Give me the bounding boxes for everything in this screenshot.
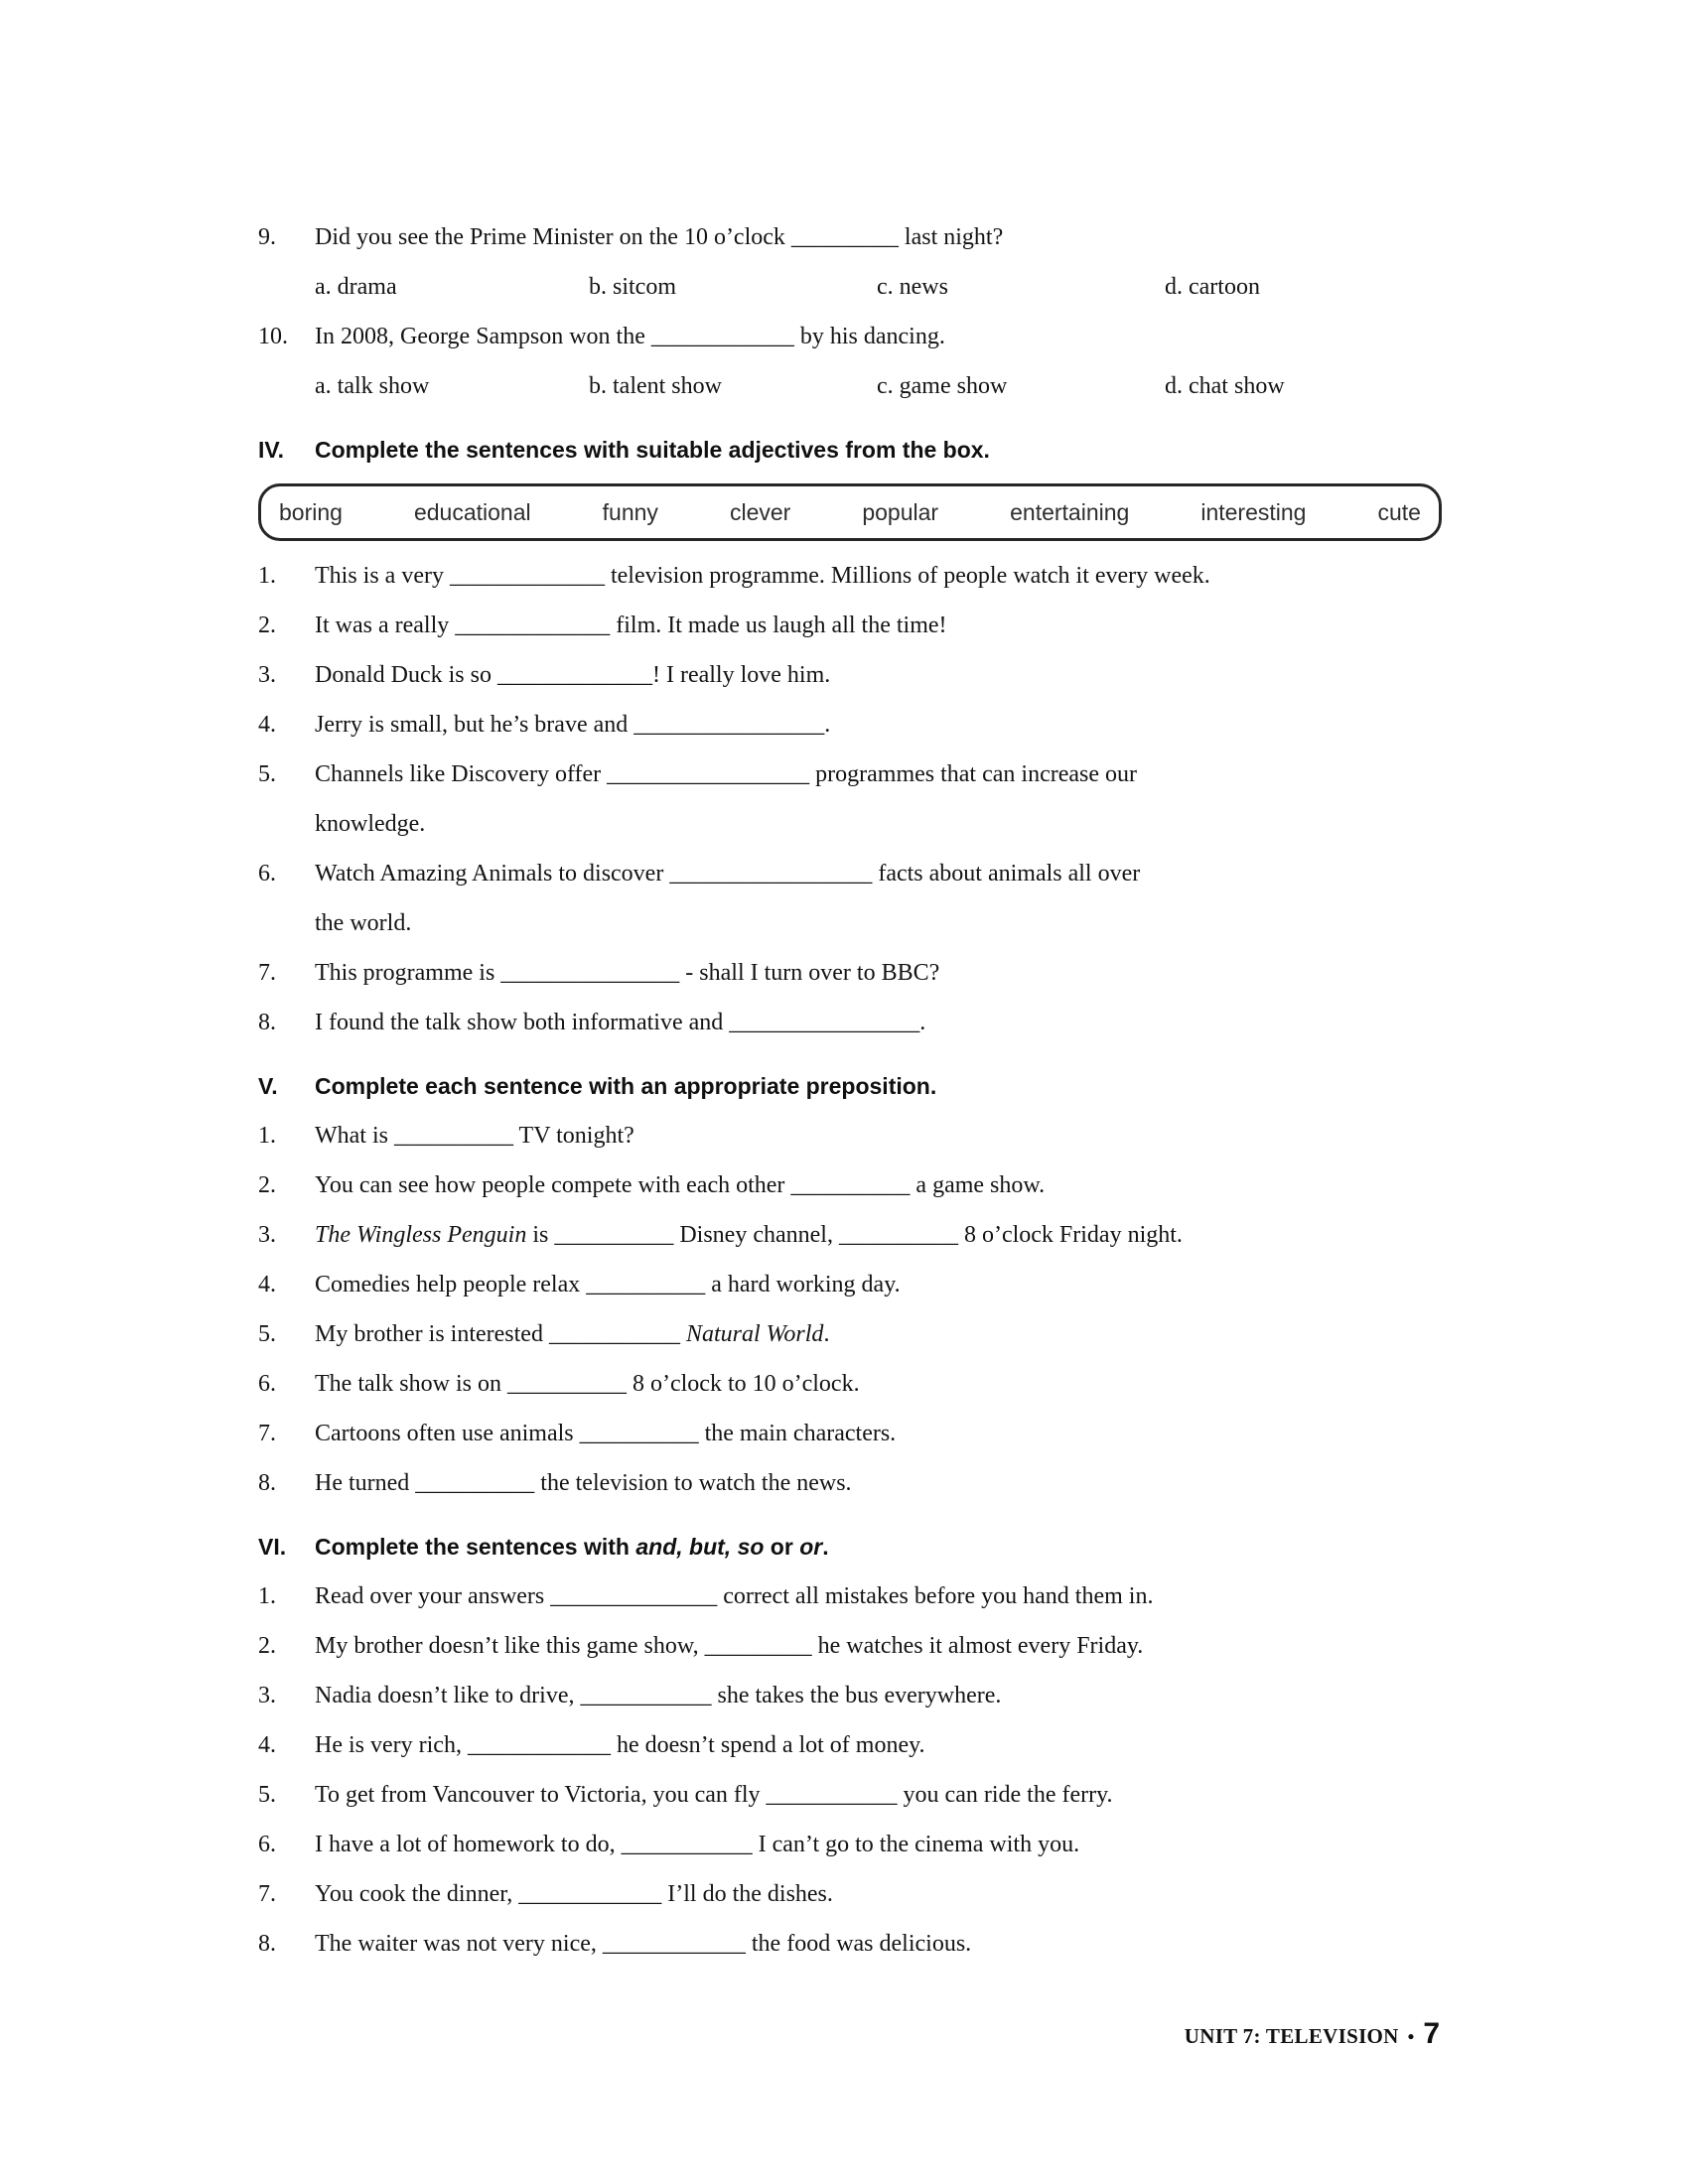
- mcq-option-c: c. news: [877, 274, 948, 300]
- exercise-item: [258, 1720, 1442, 1770]
- section-title: Complete the sentences with suitable adjectives from the box.: [315, 437, 990, 463]
- item-text: Jerry is small, but he’s brave and ________________.: [315, 712, 831, 738]
- mcq-item-10: [258, 312, 1442, 361]
- item-number: 2.: [258, 613, 276, 638]
- item-number: 5.: [258, 1782, 276, 1808]
- item-number: 1.: [258, 1123, 276, 1149]
- exercise-item: [258, 1309, 1442, 1359]
- item-number: 10.: [258, 324, 288, 349]
- exercise-item: [258, 1919, 1442, 1969]
- item-text: Donald Duck is so _____________! I really love him.: [315, 662, 831, 688]
- exercise-item: [258, 1571, 1442, 1621]
- item-number: 3.: [258, 1683, 276, 1708]
- mcq-option-b: b. talent show: [589, 373, 722, 399]
- section-vi-heading: [258, 1522, 1442, 1571]
- mcq-option-d: d. cartoon: [1165, 274, 1260, 300]
- exercise-item: [258, 1458, 1442, 1508]
- word-box-item: cute: [1377, 498, 1421, 525]
- mcq-option-a: a. talk show: [315, 373, 430, 399]
- exercise-item: [258, 1770, 1442, 1820]
- exercise-item: [258, 1111, 1442, 1160]
- section-iv-heading: [258, 425, 1442, 475]
- exercise-item: [258, 948, 1442, 998]
- item-text: Channels like Discovery offer _________________ programmes that can increase our knowledge.: [315, 761, 1137, 837]
- item-number: 8.: [258, 1010, 276, 1035]
- item-text: He turned __________ the television to watch the news.: [315, 1470, 852, 1496]
- word-box-item: entertaining: [1010, 498, 1130, 525]
- item-text: I found the talk show both informative and ________________.: [315, 1010, 926, 1035]
- exercise-item: [258, 1260, 1442, 1309]
- item-text: This programme is _______________ - shall I turn over to BBC?: [315, 960, 940, 986]
- item-text: What is __________ TV tonight?: [315, 1123, 634, 1149]
- exercise-item: [258, 1671, 1442, 1720]
- item-text: The waiter was not very nice, ____________ the food was delicious.: [315, 1931, 972, 1957]
- item-text: Did you see the Prime Minister on the 10 o’clock _________ last night?: [315, 224, 1004, 250]
- adjective-word-box: [258, 483, 1442, 541]
- item-number: 9.: [258, 224, 276, 250]
- exercise-item: [258, 1409, 1442, 1458]
- word-box-item: popular: [862, 498, 939, 525]
- item-number: 4.: [258, 712, 276, 738]
- item-number: 5.: [258, 1321, 276, 1347]
- page-content: [258, 212, 1442, 1969]
- mcq-option-b: b. sitcom: [589, 274, 676, 300]
- exercise-item: [258, 998, 1442, 1047]
- word-box-item: educational: [413, 498, 531, 525]
- exercise-item: [258, 1210, 1442, 1260]
- item-number: 5.: [258, 761, 276, 787]
- item-number: 8.: [258, 1931, 276, 1957]
- mcq-options-row-9: [315, 262, 1442, 312]
- section-number: IV.: [258, 437, 285, 463]
- page-number: 7: [1423, 2017, 1440, 2050]
- exercise-item: [258, 1820, 1442, 1869]
- exercise-item: [258, 1621, 1442, 1671]
- word-box-item: boring: [279, 498, 343, 525]
- item-text: The talk show is on __________ 8 o’clock to 10 o’clock.: [315, 1371, 860, 1397]
- item-text: In 2008, George Sampson won the ____________ by his dancing.: [315, 324, 945, 349]
- item-number: 4.: [258, 1272, 276, 1297]
- section-v-heading: [258, 1061, 1442, 1111]
- item-text: The Wingless Penguin is __________ Disney channel, __________ 8 o’clock Friday night.: [315, 1222, 1183, 1248]
- item-number: 1.: [258, 1583, 276, 1609]
- exercise-item: [258, 551, 1442, 601]
- item-text: It was a really _____________ film. It made us laugh all the time!: [315, 613, 947, 638]
- exercise-item: [258, 1160, 1442, 1210]
- item-number: 6.: [258, 1371, 276, 1397]
- section-number: VI.: [258, 1534, 287, 1560]
- item-number: 7.: [258, 1881, 276, 1907]
- item-number: 8.: [258, 1470, 276, 1496]
- exercise-item: [258, 601, 1442, 650]
- mcq-option-a: a. drama: [315, 274, 397, 300]
- page-footer: [1185, 2017, 1440, 2051]
- section-title: Complete each sentence with an appropriate preposition.: [315, 1073, 937, 1099]
- exercise-item: [258, 700, 1442, 750]
- section-number: V.: [258, 1073, 278, 1099]
- exercise-item: [258, 1869, 1442, 1919]
- item-number: 2.: [258, 1633, 276, 1659]
- item-number: 6.: [258, 861, 276, 887]
- item-text: My brother is interested ___________ Natural World.: [315, 1321, 830, 1347]
- item-text: Cartoons often use animals __________ the main characters.: [315, 1421, 897, 1446]
- item-number: 4.: [258, 1732, 276, 1758]
- item-number: 1.: [258, 563, 276, 589]
- unit-label: UNIT 7: TELEVISION: [1184, 2024, 1399, 2048]
- mcq-option-c: c. game show: [877, 373, 1008, 399]
- exercise-item: [258, 849, 1442, 948]
- item-number: 7.: [258, 960, 276, 986]
- item-number: 3.: [258, 662, 276, 688]
- exercise-item: [258, 750, 1442, 849]
- exercise-item: [258, 650, 1442, 700]
- section-title: Complete the sentences with and, but, so or or.: [315, 1534, 829, 1560]
- mcq-option-d: d. chat show: [1165, 373, 1285, 399]
- item-number: 3.: [258, 1222, 276, 1248]
- item-text: Comedies help people relax __________ a hard working day.: [315, 1272, 901, 1297]
- item-text: To get from Vancouver to Victoria, you can fly ___________ you can ride the ferry.: [315, 1782, 1113, 1808]
- word-box-item: funny: [602, 498, 658, 525]
- item-number: 2.: [258, 1172, 276, 1198]
- item-number: 7.: [258, 1421, 276, 1446]
- word-box-item: clever: [729, 498, 791, 525]
- mcq-options-row-10: [315, 361, 1442, 411]
- item-number: 6.: [258, 1832, 276, 1857]
- footer-bullet: •: [1407, 2027, 1415, 2048]
- word-box-item: interesting: [1200, 498, 1307, 525]
- exercise-item: [258, 1359, 1442, 1409]
- item-text: You can see how people compete with each other __________ a game show.: [315, 1172, 1046, 1198]
- item-text: Watch Amazing Animals to discover _________________ facts about animals all over the world.: [315, 861, 1141, 936]
- item-text: I have a lot of homework to do, ___________ I can’t go to the cinema with you.: [315, 1832, 1080, 1857]
- item-text: Read over your answers ______________ correct all mistakes before you hand them in.: [315, 1583, 1154, 1609]
- item-text: Nadia doesn’t like to drive, ___________ she takes the bus everywhere.: [315, 1683, 1002, 1708]
- item-text: He is very rich, ____________ he doesn’t spend a lot of money.: [315, 1732, 925, 1758]
- item-text: You cook the dinner, ____________ I’ll do the dishes.: [315, 1881, 833, 1907]
- item-text: This is a very _____________ television programme. Millions of people watch it every week.: [315, 563, 1210, 589]
- item-text: My brother doesn’t like this game show, _________ he watches it almost every Friday.: [315, 1633, 1144, 1659]
- mcq-item-9: [258, 212, 1442, 262]
